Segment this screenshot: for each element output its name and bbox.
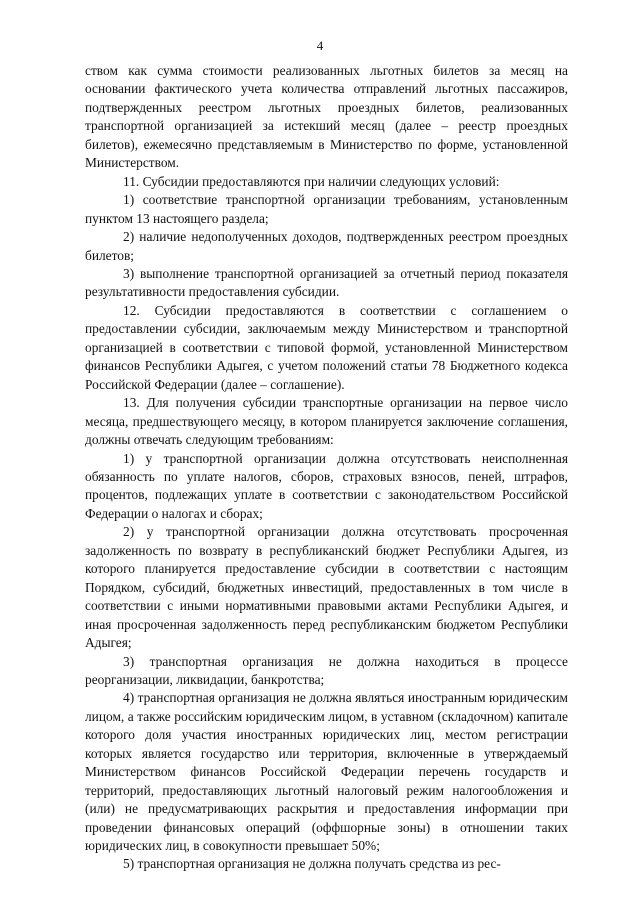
paragraph-item-13: 13. Для получения субсидии транспортные организации на первое число месяца, предшествующего месяцу, в котором планируется заключение соглашения, должны отвечать следующим требованиям: (85, 395, 568, 448)
paragraph-item-13-1: 1) у транспортной организации должна отсутствовать неисполненная обязанность по уплате налогов, сборов, страховых взносов, пеней, штрафов, процентов, подлежащих уплате в соответствии с законодательством Российской Федерации о налогах и сборах; (85, 450, 568, 521)
paragraph-continuation: ством как сумма стоимости реализованных льготных билетов за месяц на основании фактического учета количества отправлений льготных пассажиров, подтвержденных реестром льготных проездных билетов, реализованных транспортной организацией за истекший месяц (далее – реестр проездных билетов), ежемесячно представляемым в Министерство по форме, установленной Министерством. (85, 63, 568, 171)
paragraph-item-13-2: 2) у транспортной организации должна отсутствовать просроченная задолженность по возврату в республиканский бюджет Республики Адыгея, из которого планируется предоставление субсидии в соответствии с настоящим Порядком, субсидий, бюджетных инвестиций, предоставленных в том числе в соответствии с иными нормативными правовыми актами Республики Адыгея, и иная просроченная задолженность перед республиканским бюджетом Республики Адыгея; (85, 524, 568, 651)
paragraph-item-11-3: 3) выполнение транспортной организацией за отчетный период показателя результативности предоставления субсидии. (85, 265, 568, 300)
paragraph-item-11-2: 2) наличие недополученных доходов, подтвержденных реестром проездных билетов; (85, 229, 568, 263)
paragraph-item-11-1: 1) соответствие транспортной организации требованиям, установленным пунктом 13 настоящего раздела; (85, 192, 568, 226)
paragraph-item-13-4: 4) транспортная организация не должна являться иностранным юридическим лицом, а также российским юридическим лицом, в уставном (складочном) капитале которого доля участия иностранных юридических лиц, местом регистрации которых является государство или территория, включенные в утверждаемый Министерством финансов Российской Федерации перечень государств и территорий, предоставляющих льготный налоговый режим налогообложения и (или) не предусматривающих раскрытия и предоставления информации при проведении финансовых операций (оффшорные зоны) в отношении таких юридических лиц, в совокупности превышает 50%; (85, 690, 568, 854)
paragraph-item-12: 12. Субсидии предоставляются в соответствии с соглашением о предоставлении субсидии, заключаемым между Министерством и транспортной организацией в соответствии с типовой формой, установленной Министерством финансов Республики Адыгея, с учетом положений статьи 78 Бюджетного кодекса Российской Федерации (далее – соглашение). (85, 302, 568, 392)
paragraph-item-11: 11. Субсидии предоставляются при наличии следующих условий: (123, 173, 500, 189)
document-body (85, 62, 568, 874)
paragraph-item-13-5: 5) транспортная организация не должна получать средства из рес- (123, 856, 501, 872)
paragraph-item-13-3: 3) транспортная организация не должна находиться в процессе реорганизации, ликвидации, банкротства; (85, 653, 568, 687)
page-number: 4 (316, 38, 324, 53)
